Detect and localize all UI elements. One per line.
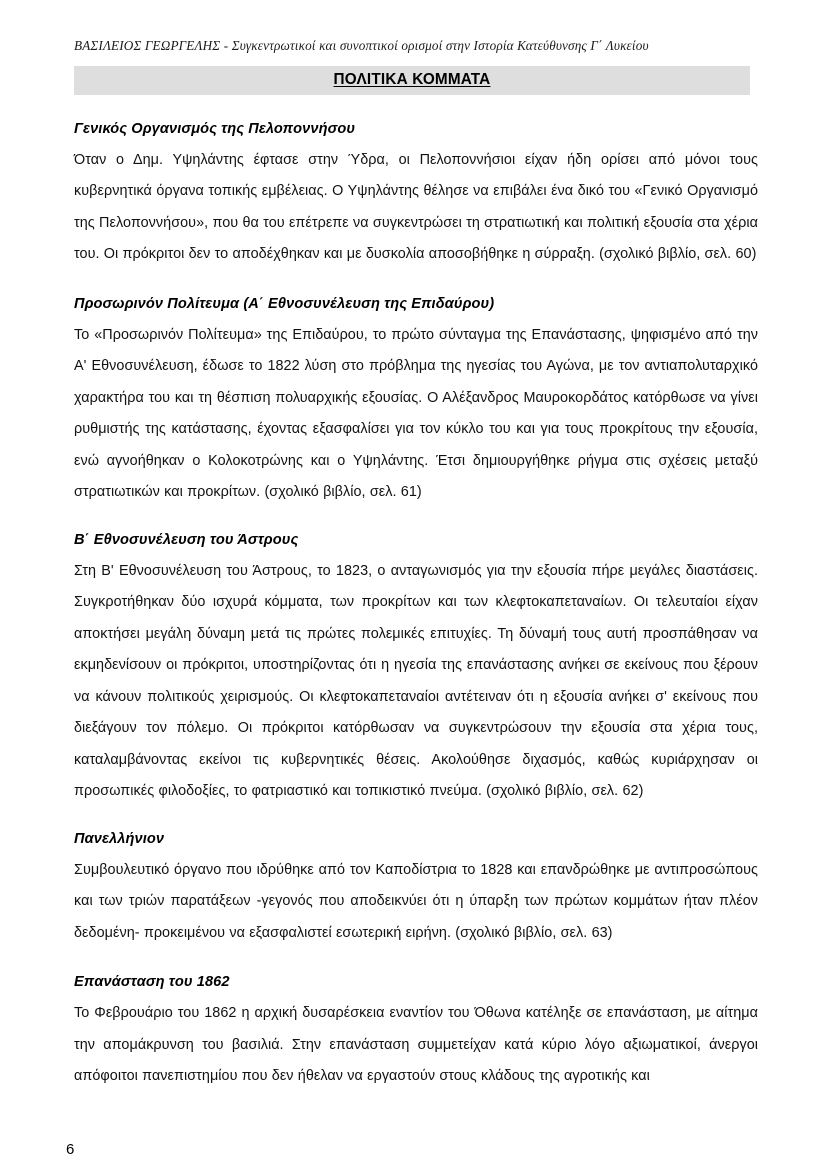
document-title-band: [74, 66, 750, 95]
section-prosorinon-politevma: [74, 295, 758, 509]
section-genikos-organismos: [74, 120, 758, 271]
section-epanastasi-1862: [74, 973, 758, 1092]
section-heading: Πανελλήνιον: [74, 830, 165, 847]
section-ethnosynelefsi-astrous: [74, 531, 758, 808]
page-number: 6: [66, 1141, 75, 1158]
page-content: [74, 0, 758, 1093]
section-body: Το Φεβρουάριο του 1862 η αρχική δυσαρέσκεια εναντίον του Όθωνα κατέληξε σε επανάσταση, με αίτημα την απομάκρυνση του βασιλιά. Στην επανάσταση συμμετείχαν κατά κύριο λόγο αξιωματικοί, άνεργοι απόφοιτοι πανεπιστημίου που δεν ήθελαν να εργαστούν στους κλάδους της αγροτικής και: [74, 1005, 758, 1085]
section-body: Συμβουλευτικό όργανο που ιδρύθηκε από τον Καποδίστρια το 1828 και επανδρώθηκε με αντιπροσώπους και των τριών παρατάξεων -γεγονός που αποδεικνύει ότι η ύπαρξη των πρώτων κομμάτων ήταν πλέον δεδομένη- προκειμένου να εξασφαλιστεί εσωτερική ειρήνη. (σχολικό βιβλίο, σελ. 63): [74, 861, 758, 941]
page-title: ΠΟΛΙΤΙΚΑ ΚΟΜΜΑΤΑ: [333, 71, 491, 88]
section-body: Στη Β' Εθνοσυνέλευση του Άστρους, το 1823, ο ανταγωνισμός για την εξουσία πήρε μεγάλες διαστάσεις. Συγκροτήθηκαν δύο ισχυρά κόμματα, των προκρίτων και των κλεφτοκαπεταναίων. Οι τελευταίοι είχαν αποκτήσει μεγάλη δύναμη μετά τις πρώτες πολεμικές επιτυχίες. Τη δύναμή τους αυτή προσπάθησαν να εκμηδενίσουν οι πρόκριτοι, υποστηρίζοντας ότι η ηγεσία της επανάστασης ανήκει σε εκείνους που ξέρουν να κάνουν πολιτικούς χειρισμούς. Οι κλεφτοκαπεταναίοι αντέτειναν ότι η εξουσία ανήκει σ' εκείνους που διεξάγουν τον πόλεμο. Οι πρόκριτοι κατόρθωσαν να συγκεντρώσουν την εξουσία στα χέρια τους, καταλαμβάνοντας εκείνοι τις κυβερνητικές θέσεις. Ακολούθησε διχασμός, καθώς κυριάρχησαν οι προσωπικές φιλοδοξίες, το φατριαστικό και τοπικιστικό πνεύμα. (σχολικό βιβλίο, σελ. 62): [74, 562, 758, 800]
section-heading: Προσωρινόν Πολίτευμα (Α΄ Εθνοσυνέλευση της Επιδαύρου): [74, 295, 495, 312]
section-body: Όταν ο Δημ. Υψηλάντης έφτασε στην Ύδρα, οι Πελοποννήσιοι είχαν ήδη ορίσει από μόνοι τους κυβερνητικά όργανα τοπικής εμβέλειας. Ο Υψηλάντης θέλησε να επιβάλει ένα δικό του «Γενικό Οργανισμό της Πελοποννήσου», που θα του επέτρεπε να συγκεντρώσει τη στρατιωτική και πολιτική εξουσία στα χέρια του. Οι πρόκριτοι δεν το αποδέχθηκαν και με δυσκολία αποσοβήθηκε η σύρραξη. (σχολικό βιβλίο, σελ. 60): [74, 151, 758, 263]
section-heading: Επανάσταση του 1862: [74, 974, 230, 991]
section-heading: Γενικός Οργανισμός της Πελοποννήσου: [74, 121, 356, 137]
section-body: Το «Προσωρινόν Πολίτευμα» της Επιδαύρου, το πρώτο σύνταγμα της Επανάστασης, ψηφισμένο από την Α' Εθνοσυνέλευση, έδωσε το 1822 λύση στο πρόβλημα της ηγεσίας του Αγώνα, με τον αντιαπολυταρχικό χαρακτήρα του και τη θέσπιση πολυαρχικής εξουσίας. Ο Αλέξανδρος Μαυροκορδάτος κατόρθωσε να γίνει ρυθμιστής της κατάστασης, έχοντας εξασφαλίσει για τον κύκλο του και για τους προκρίτους την εξουσία, ενώ αγνοήθηκαν ο Κολοκοτρώνης και ο Υψηλάντης. Έτσι δημιουργήθηκε ρήγμα στις σχέσεις μεταξύ στρατιωτικών και προκρίτων. (σχολικό βιβλίο, σελ. 61): [74, 326, 758, 501]
running-header: ΒΑΣΙΛΕΙΟΣ ΓΕΩΡΓΕΛΗΣ - Συγκεντρωτικοί και συνοπτικοί ορισμοί στην Ιστορία Κατεύθυνσης Γ΄ Λυκείου: [74, 38, 649, 53]
section-heading: Β΄ Εθνοσυνέλευση του Άστρους: [74, 531, 299, 548]
section-panellinion: [74, 830, 758, 949]
